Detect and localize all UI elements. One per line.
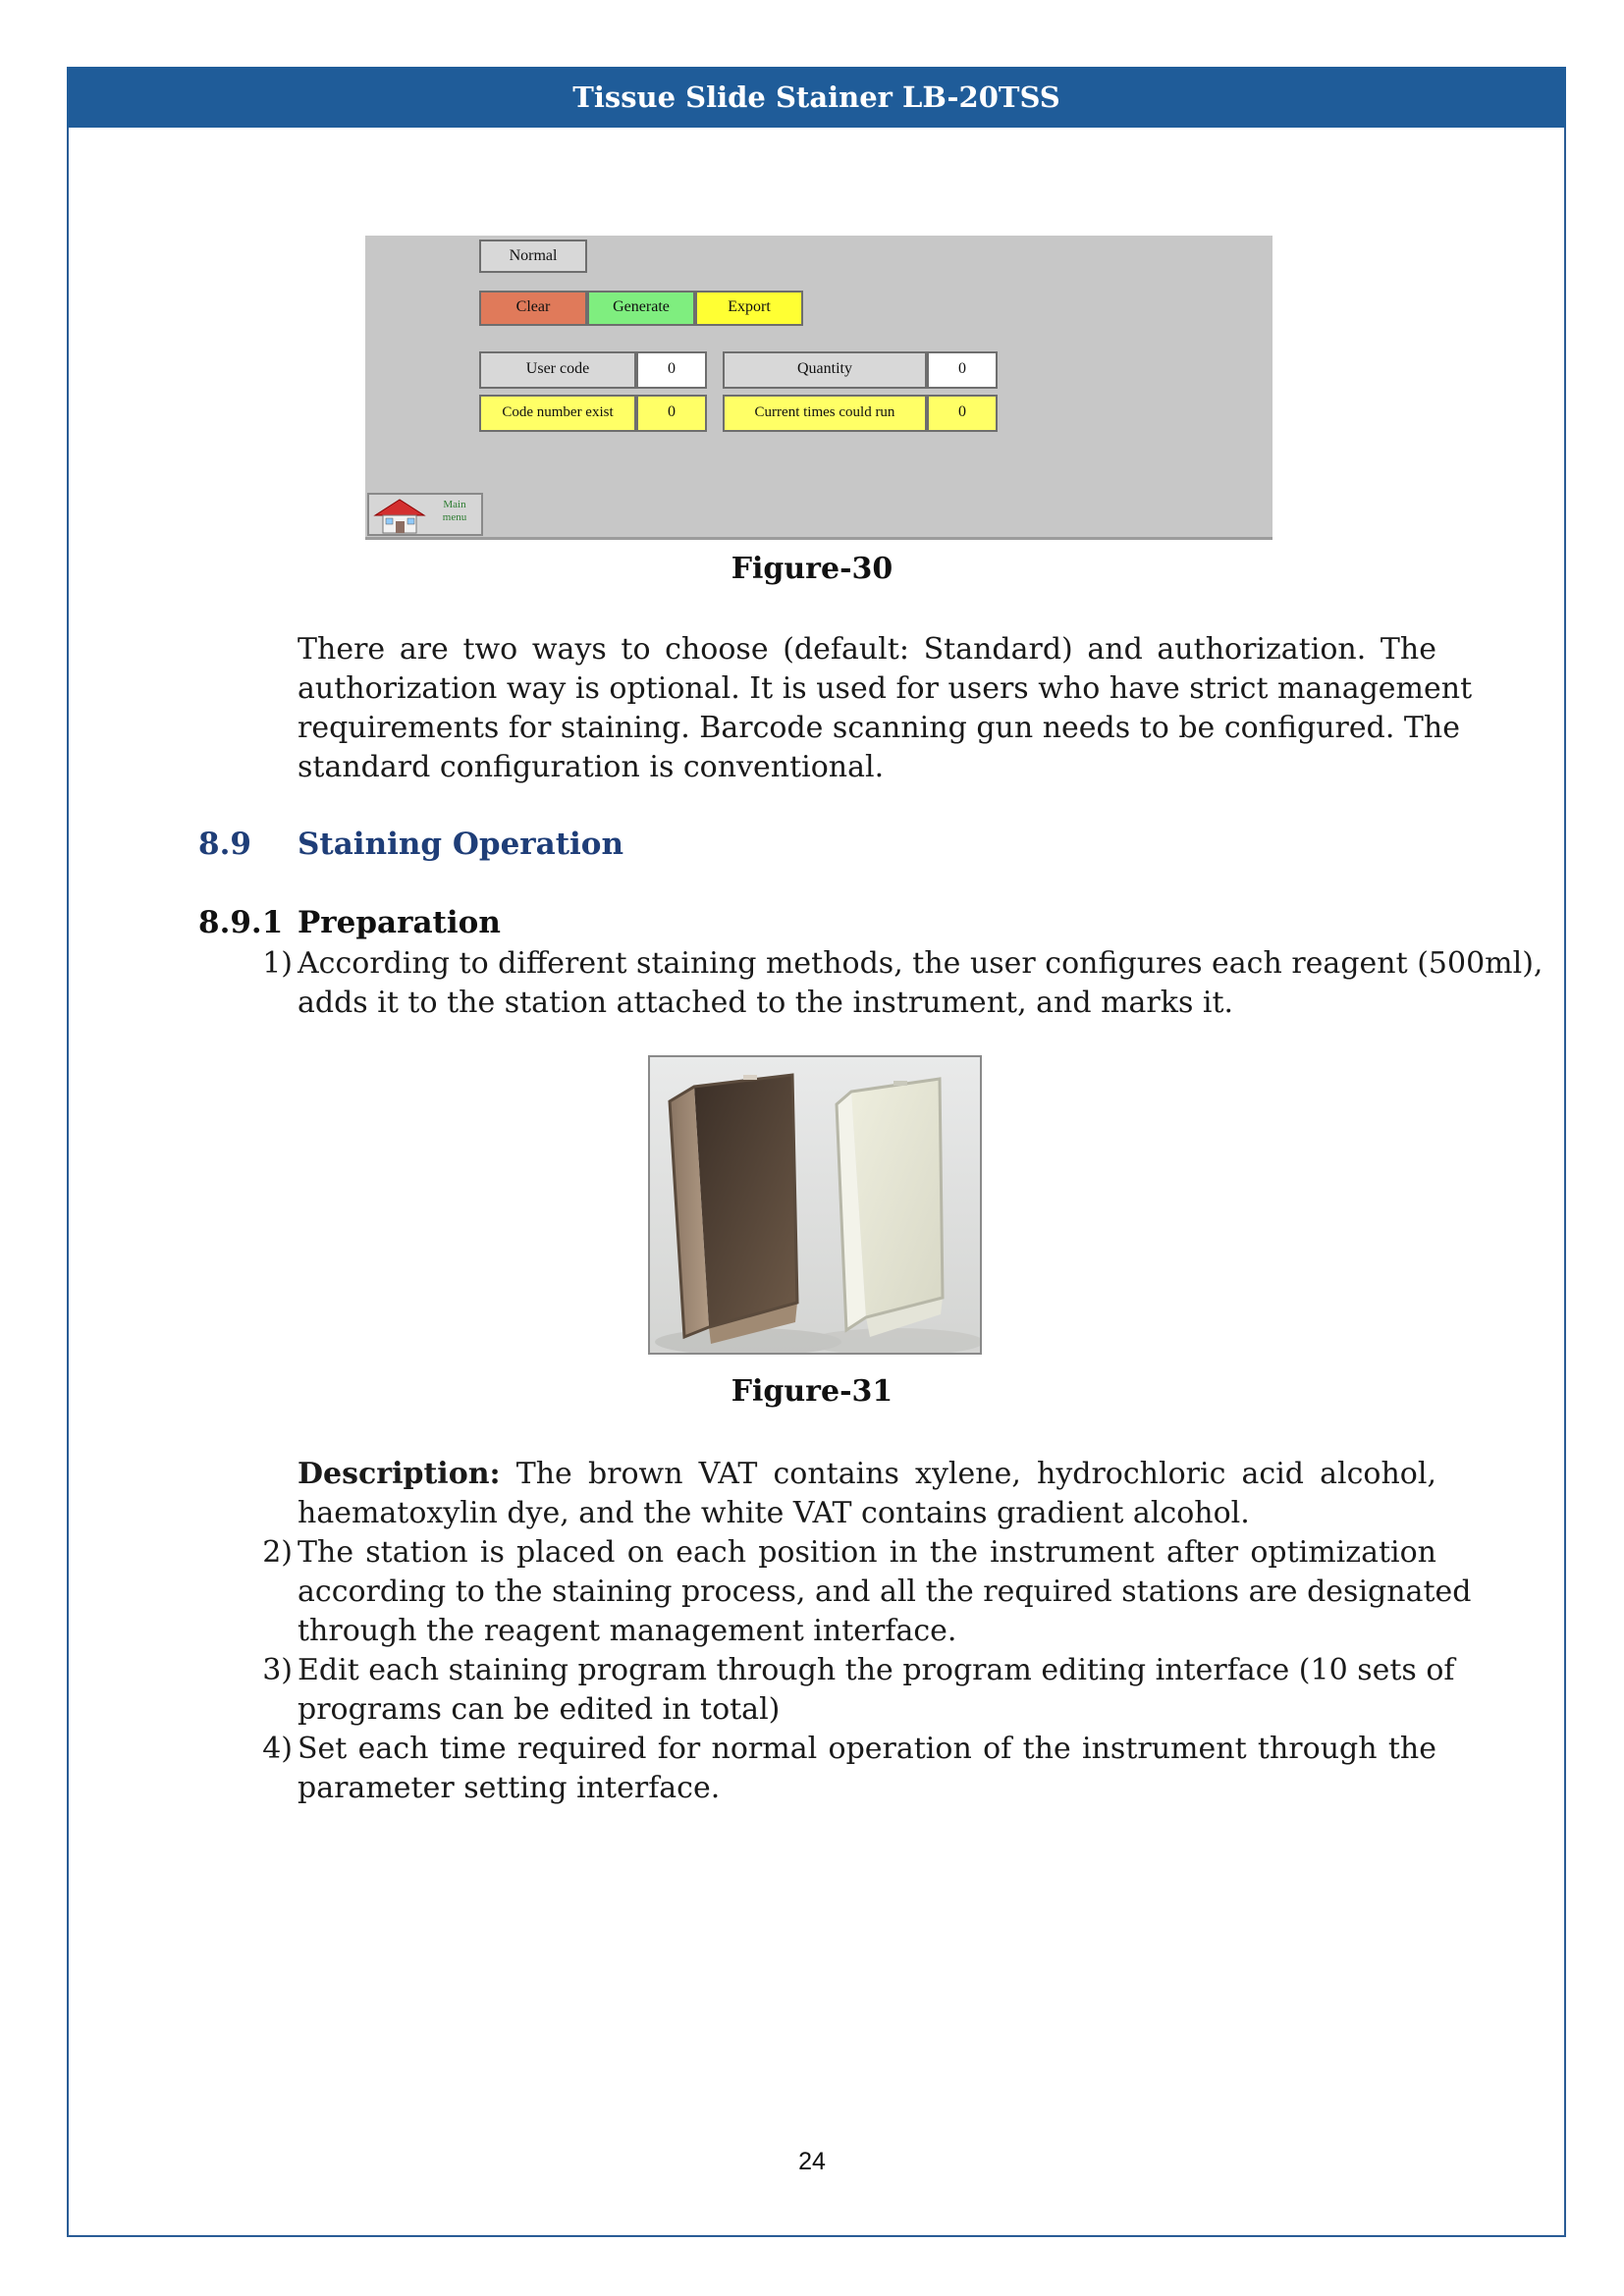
list-item-number: 3) xyxy=(262,1653,293,1687)
description-text: The brown VAT contains xylene, hydrochloric acid alcohol, xyxy=(500,1457,1436,1491)
section-title: Staining Operation xyxy=(298,827,624,862)
main-menu-line1: Main xyxy=(443,499,466,510)
subsection-title: Preparation xyxy=(298,905,501,940)
page-header xyxy=(67,67,1566,128)
description-line-2: haematoxylin dye, and the white VAT contains gradient alcohol. xyxy=(298,1496,1250,1530)
code-number-exist-label: Code number exist xyxy=(479,395,636,432)
figure-30-screenshot xyxy=(365,236,1272,540)
staining-vats-image xyxy=(650,1057,982,1355)
list-item-number: 1) xyxy=(262,946,293,981)
list-item-line: parameter setting interface. xyxy=(298,1771,721,1805)
quantity-label: Quantity xyxy=(723,351,927,389)
export-button: Export xyxy=(695,291,803,326)
intro-line: standard configuration is conventional. xyxy=(298,750,885,784)
code-number-exist-value: 0 xyxy=(636,395,707,432)
section-number: 8.9 xyxy=(198,827,251,862)
description-label: Description: xyxy=(298,1457,501,1491)
subsection-number: 8.9.1 xyxy=(198,905,284,940)
home-icon xyxy=(371,496,428,535)
list-item-1 xyxy=(298,944,1543,1023)
list-item-line: through the reagent management interface. xyxy=(298,1614,957,1648)
figure-31-photo xyxy=(648,1055,982,1355)
current-times-label: Current times could run xyxy=(723,395,927,432)
list-item-number: 4) xyxy=(262,1732,293,1766)
list-item-2 xyxy=(298,1533,1472,1651)
current-times-value: 0 xyxy=(927,395,998,432)
list-item-line: Edit each staining program through the program editing interface (10 sets of xyxy=(298,1653,1455,1687)
figure-31-caption: Figure-31 xyxy=(731,1374,893,1409)
figure-30-caption: Figure-30 xyxy=(731,552,893,586)
list-item-line: adds it to the station attached to the instrument, and marks it. xyxy=(298,986,1234,1020)
page-number: 24 xyxy=(798,2148,826,2175)
list-item-line: According to different staining methods, the user configures each reagent (500ml), xyxy=(298,946,1543,981)
main-menu-line2: menu xyxy=(442,511,467,523)
clear-button: Clear xyxy=(479,291,587,326)
intro-line: authorization way is optional. It is used for users who have strict management xyxy=(298,671,1473,706)
list-item-4 xyxy=(298,1730,1436,1808)
intro-line: requirements for staining. Barcode scanning gun needs to be configured. The xyxy=(298,711,1460,745)
list-item-3 xyxy=(298,1651,1455,1730)
intro-paragraph xyxy=(298,630,1473,787)
list-item-line: according to the staining process, and all the required stations are designated xyxy=(298,1575,1472,1609)
list-item-number: 2) xyxy=(262,1535,293,1570)
description-paragraph xyxy=(298,1455,1436,1533)
list-item-line: Set each time required for normal operation of the instrument through the xyxy=(298,1732,1436,1766)
quantity-value: 0 xyxy=(927,351,998,389)
normal-button: Normal xyxy=(479,240,587,273)
description-line-1 xyxy=(298,1455,1436,1494)
user-code-label: User code xyxy=(479,351,636,389)
main-menu-label xyxy=(430,499,479,524)
header-title: Tissue Slide Stainer LB-20TSS xyxy=(572,80,1060,114)
generate-button: Generate xyxy=(587,291,695,326)
intro-line: There are two ways to choose (default: Standard) and authorization. The xyxy=(298,632,1436,667)
list-item-line: programs can be edited in total) xyxy=(298,1692,781,1727)
main-menu-button xyxy=(367,493,483,536)
user-code-value: 0 xyxy=(636,351,707,389)
list-item-line: The station is placed on each position in the instrument after optimization xyxy=(298,1535,1436,1570)
